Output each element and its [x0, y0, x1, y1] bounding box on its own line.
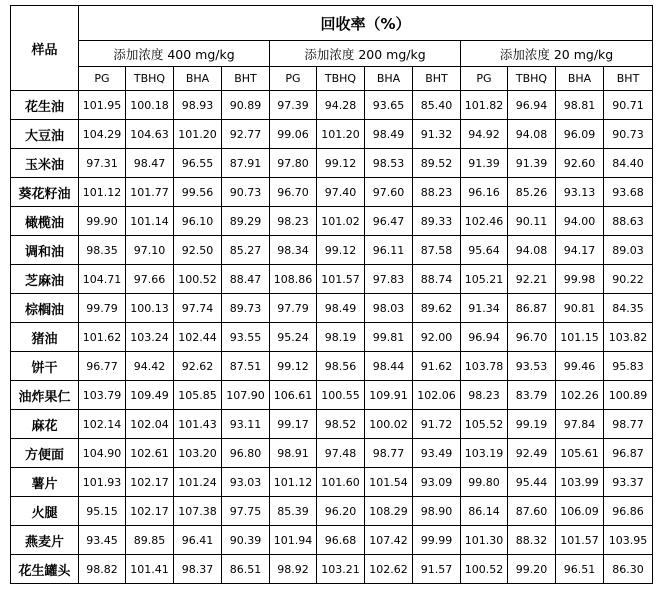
- table-row: [11, 410, 653, 439]
- recovery-value: 85.27: [222, 236, 270, 265]
- recovery-value: 98.03: [365, 294, 413, 323]
- recovery-value: 95.64: [461, 236, 508, 265]
- recovery-value: 96.11: [365, 236, 413, 265]
- recovery-value: 103.19: [461, 439, 508, 468]
- sample-name: 调和油: [11, 236, 79, 265]
- column-header-tbhq: TBHQ: [317, 67, 365, 91]
- recovery-value: 99.12: [317, 236, 365, 265]
- recovery-value: 101.57: [317, 265, 365, 294]
- recovery-value: 101.24: [174, 468, 222, 497]
- table-row: [11, 91, 653, 120]
- recovery-value: 88.32: [508, 526, 556, 555]
- recovery-value: 99.79: [79, 294, 126, 323]
- column-header-bha: BHA: [174, 67, 222, 91]
- recovery-value: 86.14: [461, 497, 508, 526]
- recovery-value: 88.23: [413, 178, 461, 207]
- recovery-value: 105.21: [461, 265, 508, 294]
- sample-name: 花生油: [11, 91, 79, 120]
- recovery-value: 101.93: [79, 468, 126, 497]
- group-header-400: 添加浓度 400 mg/kg: [79, 41, 270, 67]
- recovery-value: 99.12: [317, 149, 365, 178]
- recovery-value: 94.28: [317, 91, 365, 120]
- recovery-value: 96.77: [79, 352, 126, 381]
- recovery-value: 90.22: [604, 265, 653, 294]
- recovery-value: 90.73: [222, 178, 270, 207]
- recovery-value: 107.38: [174, 497, 222, 526]
- recovery-value: 103.99: [556, 468, 604, 497]
- recovery-value: 97.84: [556, 410, 604, 439]
- recovery-value: 97.10: [126, 236, 174, 265]
- recovery-value: 93.13: [556, 178, 604, 207]
- recovery-value: 89.85: [126, 526, 174, 555]
- recovery-value: 91.32: [413, 120, 461, 149]
- recovery-value: 91.39: [461, 149, 508, 178]
- recovery-value: 101.12: [79, 178, 126, 207]
- recovery-value: 97.31: [79, 149, 126, 178]
- recovery-value: 91.39: [508, 149, 556, 178]
- recovery-value: 89.33: [413, 207, 461, 236]
- recovery-value: 96.41: [174, 526, 222, 555]
- recovery-value: 94.42: [126, 352, 174, 381]
- recovery-value: 99.20: [508, 555, 556, 584]
- recovery-value: 97.66: [126, 265, 174, 294]
- recovery-value: 101.60: [317, 468, 365, 497]
- table-row: [11, 381, 653, 410]
- sample-name: 花生罐头: [11, 555, 79, 584]
- recovery-value: 93.68: [604, 178, 653, 207]
- recovery-value: 104.63: [126, 120, 174, 149]
- recovery-value: 109.49: [126, 381, 174, 410]
- recovery-value: 98.49: [365, 120, 413, 149]
- column-header-pg: PG: [461, 67, 508, 91]
- recovery-value: 96.20: [317, 497, 365, 526]
- recovery-value: 101.12: [270, 468, 317, 497]
- recovery-value: 98.37: [174, 555, 222, 584]
- sample-name: 方便面: [11, 439, 79, 468]
- recovery-value: 93.11: [222, 410, 270, 439]
- recovery-value: 106.09: [556, 497, 604, 526]
- recovery-value: 96.87: [604, 439, 653, 468]
- recovery-value: 98.93: [174, 91, 222, 120]
- recovery-value: 98.90: [413, 497, 461, 526]
- recovery-value: 84.35: [604, 294, 653, 323]
- recovery-value: 93.03: [222, 468, 270, 497]
- recovery-value: 96.68: [317, 526, 365, 555]
- recovery-value: 96.86: [604, 497, 653, 526]
- column-header-tbhq: TBHQ: [508, 67, 556, 91]
- recovery-value: 95.15: [79, 497, 126, 526]
- recovery-value: 99.99: [413, 526, 461, 555]
- group-header-200: 添加浓度 200 mg/kg: [270, 41, 461, 67]
- recovery-value: 100.13: [126, 294, 174, 323]
- recovery-value: 91.34: [461, 294, 508, 323]
- table-row: [11, 497, 653, 526]
- recovery-value: 98.56: [317, 352, 365, 381]
- recovery-value: 105.61: [556, 439, 604, 468]
- recovery-value: 100.89: [604, 381, 653, 410]
- recovery-value: 94.92: [461, 120, 508, 149]
- recovery-value: 100.18: [126, 91, 174, 120]
- sample-name: 玉米油: [11, 149, 79, 178]
- recovery-value: 98.44: [365, 352, 413, 381]
- recovery-value: 98.81: [556, 91, 604, 120]
- recovery-value: 84.40: [604, 149, 653, 178]
- recovery-value: 105.52: [461, 410, 508, 439]
- recovery-value: 100.52: [174, 265, 222, 294]
- recovery-value: 95.44: [508, 468, 556, 497]
- recovery-value: 101.77: [126, 178, 174, 207]
- recovery-value: 90.89: [222, 91, 270, 120]
- recovery-value: 98.34: [270, 236, 317, 265]
- recovery-value: 88.63: [604, 207, 653, 236]
- recovery-value: 98.77: [365, 439, 413, 468]
- recovery-value: 101.14: [126, 207, 174, 236]
- recovery-value: 104.90: [79, 439, 126, 468]
- recovery-value: 96.47: [365, 207, 413, 236]
- recovery-value: 83.79: [508, 381, 556, 410]
- recovery-value: 99.17: [270, 410, 317, 439]
- sample-name: 芝麻油: [11, 265, 79, 294]
- recovery-value: 108.86: [270, 265, 317, 294]
- recovery-value: 98.91: [270, 439, 317, 468]
- recovery-value: 93.09: [413, 468, 461, 497]
- recovery-value: 86.87: [508, 294, 556, 323]
- recovery-value: 103.24: [126, 323, 174, 352]
- column-header-row: [11, 67, 653, 91]
- recovery-value: 86.30: [604, 555, 653, 584]
- sample-name: 火腿: [11, 497, 79, 526]
- recovery-value: 101.82: [461, 91, 508, 120]
- table-body: [11, 91, 653, 584]
- recovery-value: 103.78: [461, 352, 508, 381]
- recovery-value: 96.51: [556, 555, 604, 584]
- recovery-value: 98.53: [365, 149, 413, 178]
- column-header-pg: PG: [79, 67, 126, 91]
- recovery-value: 101.43: [174, 410, 222, 439]
- recovery-value: 98.92: [270, 555, 317, 584]
- recovery-value: 97.75: [222, 497, 270, 526]
- recovery-value: 99.19: [508, 410, 556, 439]
- recovery-value: 101.02: [317, 207, 365, 236]
- recovery-value: 90.71: [604, 91, 653, 120]
- recovery-value: 104.29: [79, 120, 126, 149]
- recovery-value: 102.61: [126, 439, 174, 468]
- recovery-value: 103.82: [604, 323, 653, 352]
- recovery-value: 109.91: [365, 381, 413, 410]
- sample-name: 麻花: [11, 410, 79, 439]
- recovery-value: 94.17: [556, 236, 604, 265]
- recovery-value: 101.94: [270, 526, 317, 555]
- recovery-value: 101.54: [365, 468, 413, 497]
- recovery-value: 96.09: [556, 120, 604, 149]
- recovery-value: 93.53: [508, 352, 556, 381]
- recovery-value: 92.50: [174, 236, 222, 265]
- table-row: [11, 526, 653, 555]
- recovery-value: 99.98: [556, 265, 604, 294]
- recovery-value: 92.49: [508, 439, 556, 468]
- recovery-value: 93.49: [413, 439, 461, 468]
- column-header-bht: BHT: [222, 67, 270, 91]
- column-header-bht: BHT: [413, 67, 461, 91]
- recovery-value: 102.04: [126, 410, 174, 439]
- sample-column-header: 样品: [11, 6, 79, 91]
- recovery-value: 98.77: [604, 410, 653, 439]
- recovery-value: 102.44: [174, 323, 222, 352]
- recovery-value: 95.24: [270, 323, 317, 352]
- recovery-table: [10, 5, 653, 584]
- recovery-value: 108.29: [365, 497, 413, 526]
- recovery-value: 98.47: [126, 149, 174, 178]
- recovery-value: 98.23: [270, 207, 317, 236]
- recovery-value: 88.47: [222, 265, 270, 294]
- recovery-value: 96.70: [270, 178, 317, 207]
- recovery-value: 96.10: [174, 207, 222, 236]
- table-row: [11, 352, 653, 381]
- recovery-value: 87.58: [413, 236, 461, 265]
- recovery-value: 90.11: [508, 207, 556, 236]
- recovery-value: 92.77: [222, 120, 270, 149]
- recovery-value: 85.39: [270, 497, 317, 526]
- column-header-tbhq: TBHQ: [126, 67, 174, 91]
- recovery-value: 93.65: [365, 91, 413, 120]
- recovery-value: 101.57: [556, 526, 604, 555]
- recovery-value: 97.80: [270, 149, 317, 178]
- sample-name: 猪油: [11, 323, 79, 352]
- recovery-value: 99.90: [79, 207, 126, 236]
- recovery-value: 87.51: [222, 352, 270, 381]
- column-header-bha: BHA: [365, 67, 413, 91]
- recovery-value: 90.73: [604, 120, 653, 149]
- recovery-value: 105.85: [174, 381, 222, 410]
- recovery-value: 89.03: [604, 236, 653, 265]
- recovery-value: 86.51: [222, 555, 270, 584]
- table-row: [11, 178, 653, 207]
- recovery-value: 92.00: [413, 323, 461, 352]
- recovery-value: 92.62: [174, 352, 222, 381]
- recovery-value: 97.39: [270, 91, 317, 120]
- table-row: [11, 120, 653, 149]
- recovery-value: 87.60: [508, 497, 556, 526]
- recovery-value: 103.95: [604, 526, 653, 555]
- recovery-value: 98.19: [317, 323, 365, 352]
- sample-name: 油炸果仁: [11, 381, 79, 410]
- recovery-value: 100.55: [317, 381, 365, 410]
- table-row: [11, 439, 653, 468]
- recovery-value: 99.46: [556, 352, 604, 381]
- recovery-value: 99.12: [270, 352, 317, 381]
- recovery-value: 102.62: [365, 555, 413, 584]
- table-row: [11, 236, 653, 265]
- recovery-value: 92.21: [508, 265, 556, 294]
- recovery-value: 99.06: [270, 120, 317, 149]
- table-row: [11, 555, 653, 584]
- table-header: [11, 6, 653, 91]
- recovery-value: 102.06: [413, 381, 461, 410]
- recovery-value: 96.94: [508, 91, 556, 120]
- recovery-value: 101.15: [556, 323, 604, 352]
- recovery-value: 97.48: [317, 439, 365, 468]
- recovery-value: 92.60: [556, 149, 604, 178]
- recovery-value: 100.02: [365, 410, 413, 439]
- table-row: [11, 468, 653, 497]
- recovery-value: 98.82: [79, 555, 126, 584]
- recovery-value: 90.39: [222, 526, 270, 555]
- group-header-20: 添加浓度 20 mg/kg: [461, 41, 653, 67]
- recovery-value: 99.81: [365, 323, 413, 352]
- recovery-value: 89.29: [222, 207, 270, 236]
- recovery-value: 101.20: [317, 120, 365, 149]
- recovery-value: 91.72: [413, 410, 461, 439]
- recovery-value: 93.37: [604, 468, 653, 497]
- recovery-value: 103.79: [79, 381, 126, 410]
- table-row: [11, 207, 653, 236]
- sample-name: 棕榈油: [11, 294, 79, 323]
- recovery-value: 102.17: [126, 468, 174, 497]
- recovery-value: 101.20: [174, 120, 222, 149]
- recovery-value: 96.80: [222, 439, 270, 468]
- column-header-bht: BHT: [604, 67, 653, 91]
- recovery-value: 85.40: [413, 91, 461, 120]
- recovery-value: 93.55: [222, 323, 270, 352]
- sample-name: 葵花籽油: [11, 178, 79, 207]
- recovery-value: 101.62: [79, 323, 126, 352]
- recovery-value: 97.60: [365, 178, 413, 207]
- column-header-pg: PG: [270, 67, 317, 91]
- table-row: [11, 265, 653, 294]
- recovery-value: 101.95: [79, 91, 126, 120]
- recovery-value: 107.42: [365, 526, 413, 555]
- recovery-value: 103.21: [317, 555, 365, 584]
- sample-name: 大豆油: [11, 120, 79, 149]
- recovery-value: 94.08: [508, 236, 556, 265]
- recovery-value: 98.35: [79, 236, 126, 265]
- recovery-rate-title: 回收率（%）: [79, 6, 653, 41]
- recovery-value: 89.73: [222, 294, 270, 323]
- recovery-value: 102.26: [556, 381, 604, 410]
- recovery-value: 98.23: [461, 381, 508, 410]
- recovery-value: 102.46: [461, 207, 508, 236]
- recovery-value: 97.40: [317, 178, 365, 207]
- recovery-value: 96.16: [461, 178, 508, 207]
- recovery-value: 91.62: [413, 352, 461, 381]
- table-row: [11, 323, 653, 352]
- recovery-value: 94.00: [556, 207, 604, 236]
- recovery-value: 103.20: [174, 439, 222, 468]
- recovery-value: 102.17: [126, 497, 174, 526]
- recovery-value: 100.52: [461, 555, 508, 584]
- recovery-value: 101.41: [126, 555, 174, 584]
- recovery-value: 102.14: [79, 410, 126, 439]
- sample-name: 薯片: [11, 468, 79, 497]
- recovery-value: 85.26: [508, 178, 556, 207]
- recovery-value: 101.30: [461, 526, 508, 555]
- table-row: [11, 294, 653, 323]
- recovery-value: 99.80: [461, 468, 508, 497]
- recovery-value: 97.74: [174, 294, 222, 323]
- recovery-value: 88.74: [413, 265, 461, 294]
- recovery-value: 89.62: [413, 294, 461, 323]
- recovery-value: 87.91: [222, 149, 270, 178]
- recovery-value: 97.79: [270, 294, 317, 323]
- recovery-value: 97.83: [365, 265, 413, 294]
- recovery-value: 104.71: [79, 265, 126, 294]
- sample-name: 橄榄油: [11, 207, 79, 236]
- recovery-value: 106.61: [270, 381, 317, 410]
- recovery-value: 98.52: [317, 410, 365, 439]
- sample-name: 燕麦片: [11, 526, 79, 555]
- recovery-value: 96.94: [461, 323, 508, 352]
- recovery-value: 89.52: [413, 149, 461, 178]
- recovery-value: 99.56: [174, 178, 222, 207]
- recovery-value: 107.90: [222, 381, 270, 410]
- recovery-value: 91.57: [413, 555, 461, 584]
- recovery-value: 98.49: [317, 294, 365, 323]
- table-row: [11, 149, 653, 178]
- column-header-bha: BHA: [556, 67, 604, 91]
- recovery-value: 96.70: [508, 323, 556, 352]
- recovery-value: 94.08: [508, 120, 556, 149]
- recovery-value: 90.81: [556, 294, 604, 323]
- recovery-value: 95.83: [604, 352, 653, 381]
- recovery-value: 96.55: [174, 149, 222, 178]
- recovery-value: 93.45: [79, 526, 126, 555]
- sample-name: 饼干: [11, 352, 79, 381]
